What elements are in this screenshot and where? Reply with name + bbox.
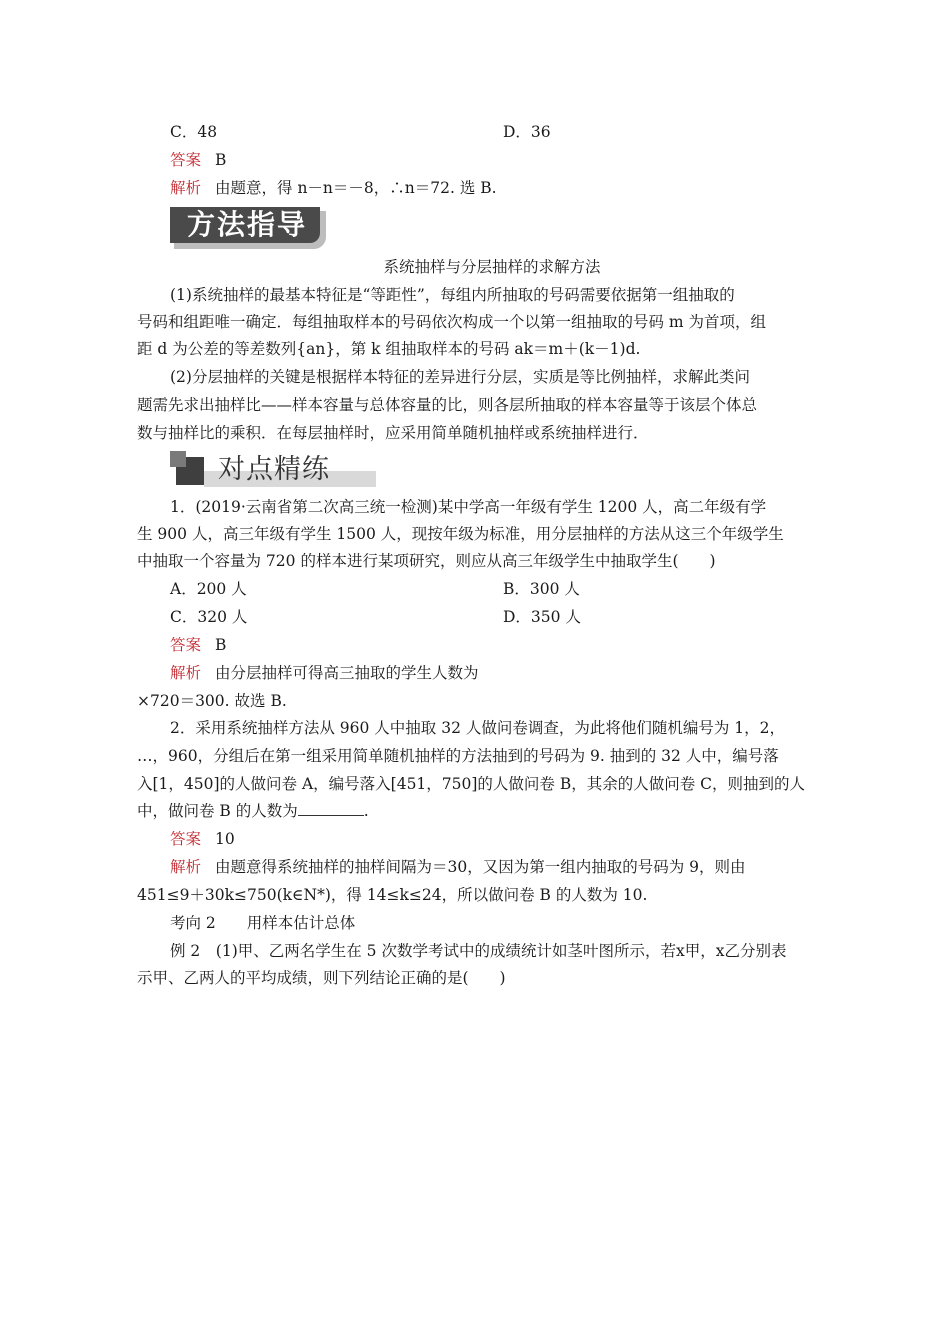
q1-option-d: D．350 人 (503, 608, 581, 626)
example2-line2: 示甲、乙两人的平均成绩，则下列结论正确的是( ) (137, 969, 506, 987)
analysis-label: 解析 (170, 664, 202, 682)
q2-line3: 入[1，450]的人做问卷 A，编号落入[451，750]的人做问卷 B，其余的人做问卷 C，则抽到的人 (137, 775, 806, 793)
answer-value: B (215, 151, 227, 169)
method-p1-line3: 距 d 为公差的等差数列{an}，第 k 组抽取样本的号码 ak＝m＋(k－1)d. (137, 340, 641, 358)
method-p2-line2: 题需先求出抽样比——样本容量与总体容量的比，则各层所抽取的样本容量等于该层个体总 (137, 396, 758, 414)
q2-line4 (137, 797, 817, 825)
analysis-label: 解析 (170, 179, 202, 197)
square-small-icon (170, 451, 186, 467)
method-p2-line1: (2)分层抽样的关键是根据样本特征的差异进行分层，实质是等比例抽样，求解此类问 (170, 368, 750, 386)
option-c (170, 118, 818, 146)
option-c-text: C．48 (170, 123, 218, 141)
q1-analysis-line (170, 659, 818, 687)
method-title: 系统抽样与分层抽样的求解方法 (383, 258, 601, 276)
section2-heading: 考向 2 用样本估计总体 (170, 914, 356, 932)
answer-line (170, 146, 818, 174)
q1-line2: 生 900 人，高三年级有学生 1500 人，现按年级为标准，用分层抽样的方法从这三个年级学生 (137, 525, 784, 543)
q2-line4-text: 中，做问卷 B 的人数为 (137, 802, 298, 820)
answer-value: B (215, 636, 227, 654)
analysis-text: 由题意，得 n－n＝－8，∴n＝72. 选 B. (215, 179, 497, 197)
practice-heading: 对点精练 (218, 454, 330, 485)
analysis-text: 由分层抽样可得高三抽取的学生人数为 (215, 664, 479, 682)
option-d-text: D．36 (503, 123, 551, 141)
q2-line2: …，960，分组后在第一组采用简单随机抽样的方法抽到的号码为 9. 抽到的 32 人中，编号落 (137, 747, 779, 765)
q1-answer-line (170, 631, 818, 659)
q1-line1: 1．(2019·云南省第二次高三统一检测)某中学高一年级有学生 1200 人，高二年级有学 (170, 498, 767, 516)
method-p1-line2: 号码和组距唯一确定．每组抽取样本的号码依次构成一个以第一组抽取的号码 m 为首项，组 (137, 313, 767, 331)
method-p2-line3: 数与抽样比的乘积．在每层抽样时，应采用简单随机抽样或系统抽样进行． (137, 424, 649, 442)
practice-heading-banner (170, 451, 380, 489)
q1-analysis-line2: ×720＝300. 故选 B. (137, 692, 287, 710)
q2-answer-line (170, 825, 818, 853)
method-heading-banner (170, 207, 328, 251)
q1-option-c: C．320 人 (170, 608, 248, 626)
q2-analysis-line (170, 853, 818, 881)
q1-line3: 中抽取一个容量为 720 的样本进行某项研究，则应从高三年级学生中抽取学生( ) (137, 552, 716, 570)
q2-line4-end: . (363, 802, 369, 820)
q2-analysis-line2: 451≤9＋30k≤750(k∈N*)，得 14≤k≤24，所以做问卷 B 的人数为 10. (137, 886, 648, 904)
example2-line1: 例 2 (1)甲、乙两名学生在 5 次数学考试中的成绩统计如茎叶图所示，若x甲，x乙分别表 (170, 942, 787, 960)
analysis-label: 解析 (170, 858, 202, 876)
q1-option-a: A．200 人 (170, 580, 247, 598)
analysis-text: 由题意得系统抽样的抽样间隔为＝30，又因为第一组内抽取的号码为 9，则由 (215, 858, 746, 876)
answer-value: 10 (215, 830, 235, 848)
method-heading: 方法指导 (186, 208, 307, 241)
answer-label: 答案 (170, 151, 202, 169)
answer-label: 答案 (170, 636, 202, 654)
fill-blank (298, 797, 364, 816)
answer-label: 答案 (170, 830, 202, 848)
method-p1-line1: (1)系统抽样的最基本特征是“等距性”，每组内所抽取的号码需要依据第一组抽取的 (170, 286, 735, 304)
q1-options-ab (170, 575, 818, 603)
analysis-line (170, 174, 818, 202)
q2-line1: 2．采用系统抽样方法从 960 人中抽取 32 人做问卷调查，为此将他们随机编号为 1，2， (170, 719, 786, 737)
q1-options-cd (170, 603, 818, 631)
q1-option-b: B．300 人 (503, 580, 580, 598)
